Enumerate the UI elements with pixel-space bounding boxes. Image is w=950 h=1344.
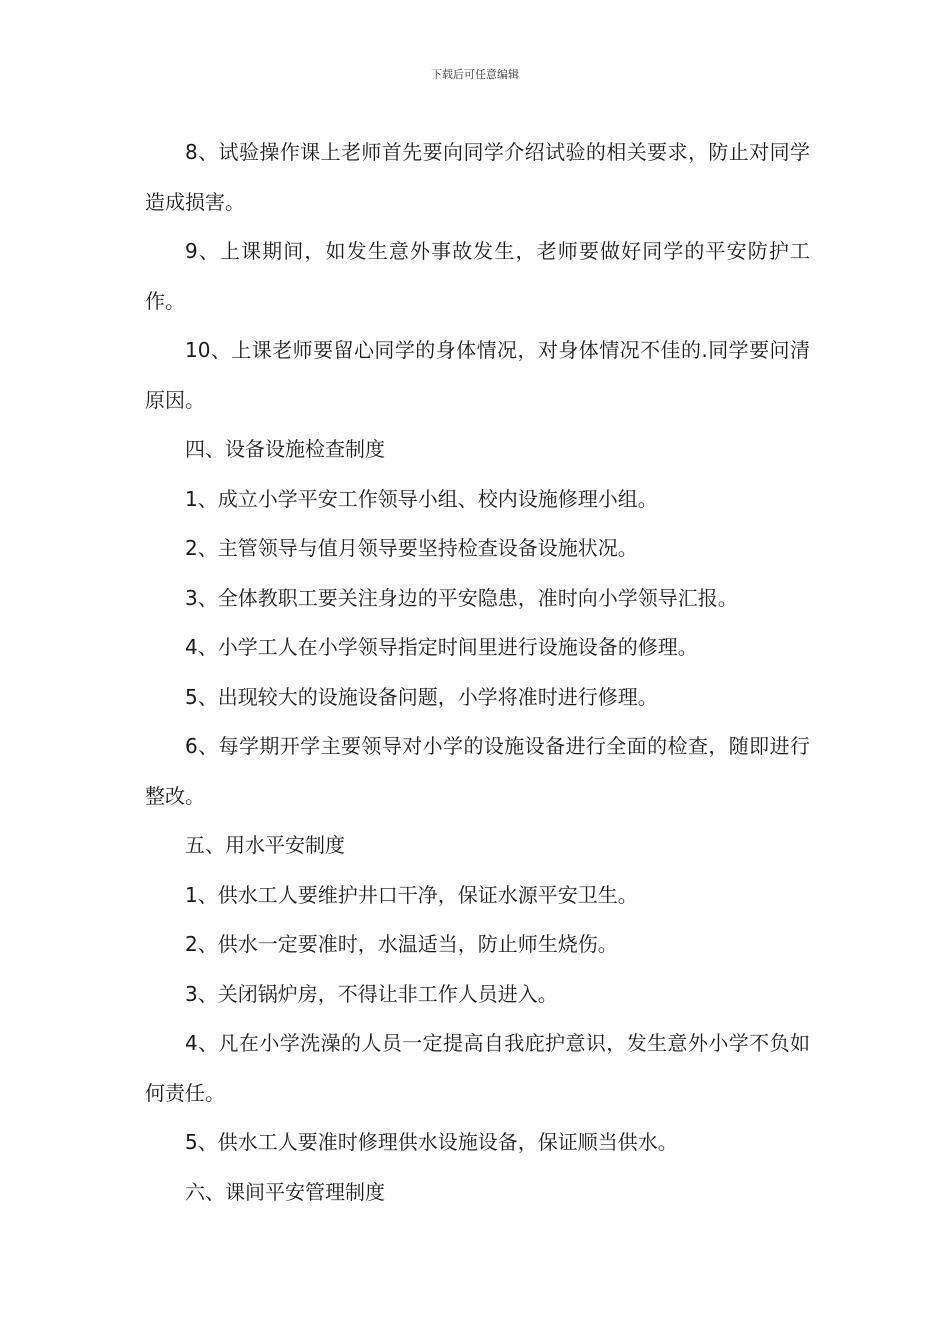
paragraph: 5、出现较大的设施设备问题，小学将准时进行修理。	[185, 684, 658, 709]
paragraph: 1、成立小学平安工作领导小组、校内设施修理小组。	[185, 486, 658, 511]
section-heading: 六、课间平安管理制度	[185, 1179, 385, 1204]
paragraph: 3、关闭锅炉房，不得让非工作人员进入。	[185, 981, 558, 1006]
section-heading: 四、设备设施检查制度	[185, 437, 385, 461]
paragraph: 5、供水工人要准时修理供水设施设备，保证顺当供水。	[185, 1130, 678, 1154]
paragraph: 6、每学期开学主要领导对小学的设施设备进行全面的检查，随即进行整改。	[145, 734, 810, 808]
section-heading: 五、用水平安制度	[185, 833, 345, 857]
paragraph: 3、全体教职工要关注身边的平安隐患，准时向小学领导汇报。	[185, 585, 738, 610]
paragraph: 1、供水工人要维护井口干净，保证水源平安卫生。	[185, 882, 638, 907]
document-body	[145, 128, 810, 1217]
paragraph: 2、供水一定要准时，水温适当，防止师生烧伤。	[185, 932, 618, 956]
paragraph: 8、试验操作课上老师首先要向同学介绍试验的相关要求，防止对同学造成损害。	[145, 140, 810, 214]
page-header: 下载后可任意编辑	[431, 68, 519, 81]
paragraph: 10、上课老师要留心同学的身体情况，对身体情况不佳的.同学要问清原因。	[145, 338, 810, 412]
paragraph: 4、凡在小学洗澡的人员一定提高自我庇护意识，发生意外小学不负如何责任。	[145, 1031, 810, 1105]
paragraph: 4、小学工人在小学领导指定时间里进行设施设备的修理。	[185, 635, 698, 659]
paragraph: 2、主管领导与值月领导要坚持检查设备设施状况。	[185, 536, 638, 560]
paragraph: 9、上课期间，如发生意外事故发生，老师要做好同学的平安防护工作。	[145, 239, 810, 313]
